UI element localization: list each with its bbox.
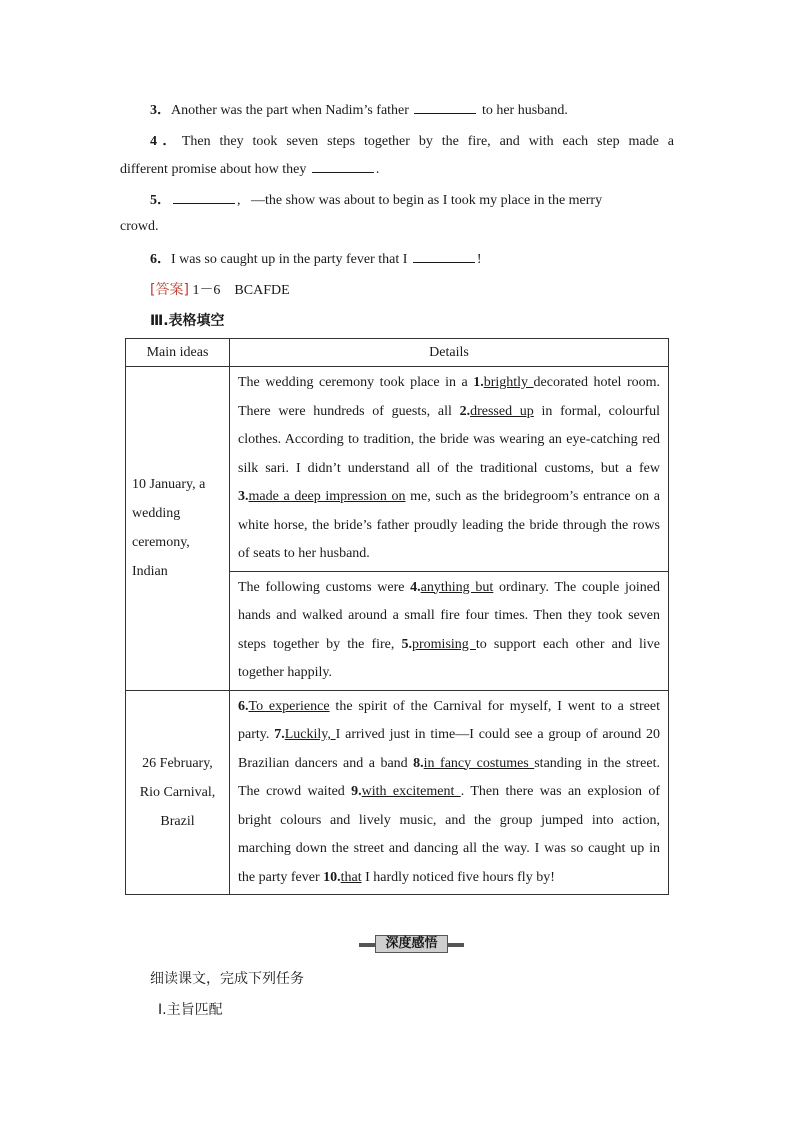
filled-answer: in fancy costumes <box>423 755 535 771</box>
filled-answer: dressed up <box>470 403 534 419</box>
fill-in-table <box>125 338 669 895</box>
answer-line <box>150 279 290 299</box>
filled-answer: To experience <box>248 698 330 714</box>
filled-answer: that <box>340 869 362 885</box>
tasks-intro: 细读课文，完成下列任务 <box>150 971 304 987</box>
details-cell: The following customs were 4.anything but ordinary. The couple joined hands and walked around a small fire four times. Then they took seven steps together by the fire, 5.promising to support each other and live together happily. <box>230 571 669 690</box>
answer-blank[interactable] <box>413 250 475 263</box>
question-6: 6．I was so caught up in the party fever that I ! <box>150 252 482 267</box>
filled-answer: Luckily, <box>284 727 336 742</box>
header-main-ideas: Main ideas <box>126 339 230 367</box>
answer-value: 1－6 BCAFDE <box>192 283 290 298</box>
table-header-row <box>126 339 669 367</box>
filled-answer: brightly <box>483 375 534 390</box>
answer-tag: [答案] <box>150 282 189 298</box>
banner-bar-right <box>448 943 464 947</box>
header-details: Details <box>230 339 669 367</box>
answer-blank[interactable] <box>414 101 476 114</box>
filled-answer: anything but <box>420 579 494 595</box>
filled-answer: made a deep impression on <box>248 489 406 504</box>
question-5-continued: crowd. <box>120 219 159 234</box>
filled-answer: with excitement <box>361 784 461 799</box>
question-4-continued: different promise about how they . <box>120 162 380 177</box>
section-title: Ⅰ.主旨匹配 <box>158 1002 223 1018</box>
section-title: Ⅲ.表格填空 <box>150 313 225 329</box>
answer-blank[interactable] <box>173 191 235 204</box>
filled-answer: promising <box>412 636 476 652</box>
question-5: 5． , —the show was about to begin as I took my place in the merry <box>150 193 603 208</box>
question-3: 3．Another was the part when Nadim’s father to her husband. <box>150 103 568 118</box>
details-cell: The wedding ceremony took place in a 1.brightly decorated hotel room. There were hundreds of guests, all 2.dressed up in formal, colourful clothes. According to tradition, the bride was wearing an eye-catching red silk sari. I didn’t understand all of the traditional customs, but a few 3.made a deep impression on me, such as the bridegroom’s entrance on a white horse, the bride’s father proudly leading the bride through the rows of seats to her husband. <box>230 367 669 572</box>
details-cell: 6.To experience the spirit of the Carnival for myself, I went to a street party. 7.Luckily, I arrived just in time—I could see a group of around 20 Brazilian dancers and a band 8.in fancy costumes standing in the street. The crowd waited 9.with excitement . Then there was an explosion of bright colours and lively music, and the group jumped into action, marching down the street and dancing all the way. I was so caught up in the party fever 10.that I hardly noticed five hours fly by! <box>230 690 669 895</box>
answer-blank[interactable] <box>312 160 374 173</box>
banner-label: 深度感悟 <box>375 935 448 953</box>
banner-bar-left <box>359 943 375 947</box>
table-row <box>126 367 669 572</box>
main-idea-wedding: 10 January, a wedding ceremony, Indian <box>126 367 230 691</box>
question-4: 4．Then they took seven steps together by the fire, and with each step made a <box>150 134 674 149</box>
main-idea-carnival: 26 February, Rio Carnival, Brazil <box>126 690 230 895</box>
table-row <box>126 690 669 895</box>
section-banner <box>359 935 464 953</box>
